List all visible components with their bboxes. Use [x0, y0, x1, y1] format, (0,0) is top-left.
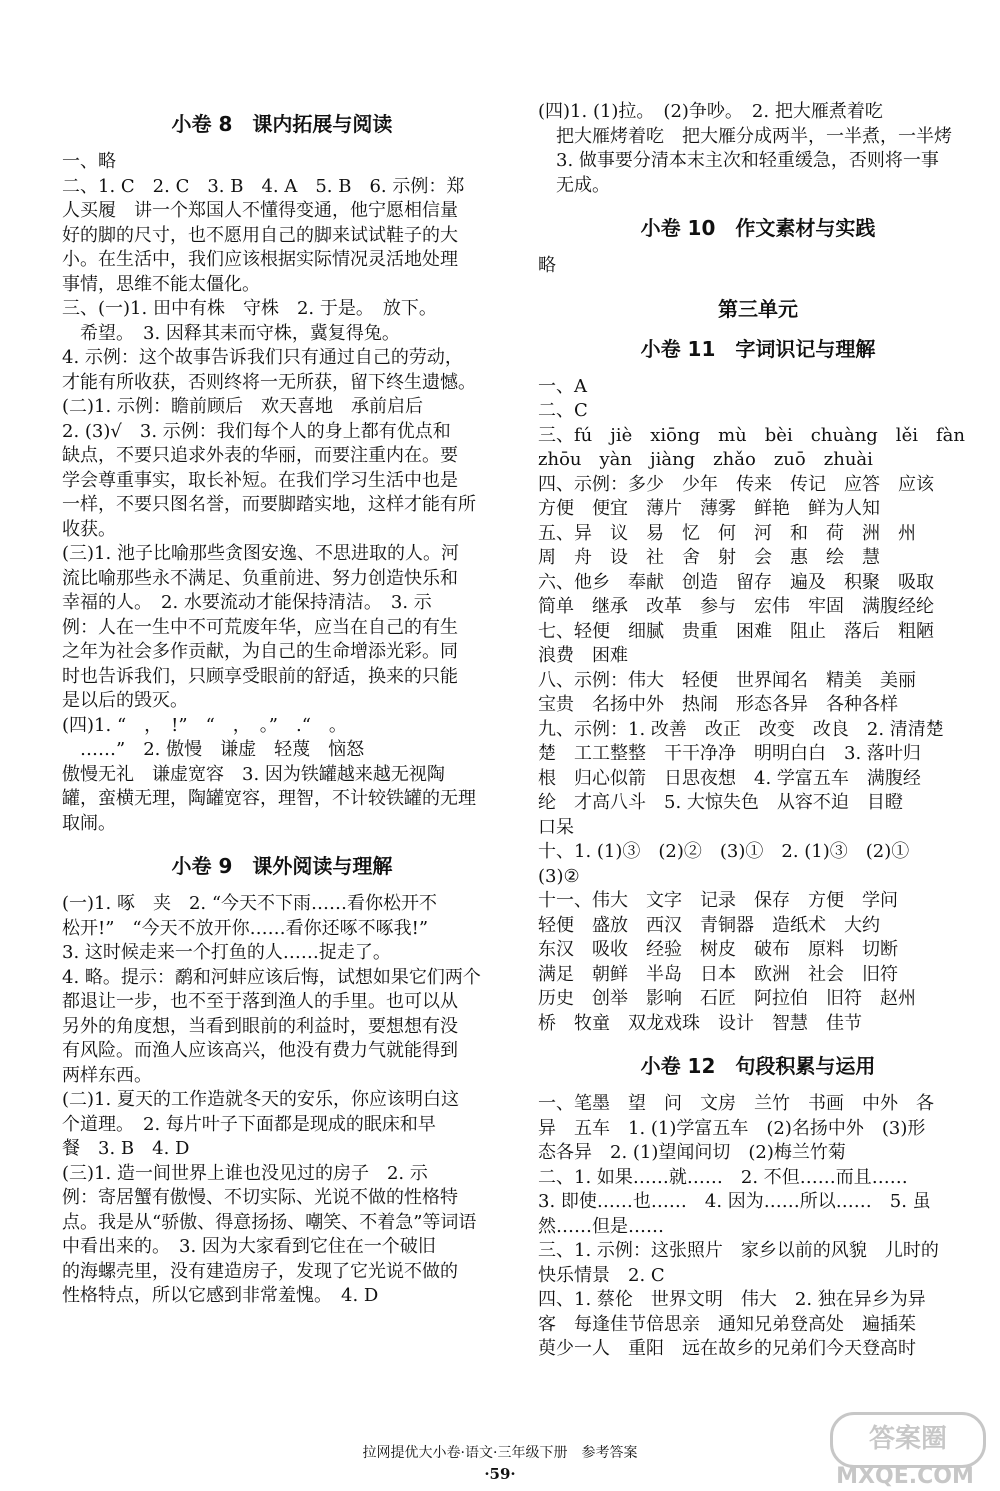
- text-line: 好的脚的尺寸，也不愿用自己的脚来试试鞋子的大: [62, 224, 458, 246]
- text-line: 3. 这时候走来一个打鱼的人……捉走了。: [62, 942, 391, 963]
- text-line: 才能有所收获，否则终将一无所获，留下终生遗憾。: [62, 371, 476, 393]
- text-line: 异 五车 1. (1)学富五车 (2)名扬中外 (3)形: [538, 1117, 926, 1139]
- section-title-11: 小卷 11 字词识记与理解: [640, 336, 876, 361]
- section-12-body: [538, 1092, 978, 1362]
- text-line: 松开!” “今天不放开你……看你还啄不啄我!”: [62, 917, 429, 939]
- text-line: 根 归心似箭 日思夜想 4. 学富五车 满腹经: [538, 767, 921, 789]
- text-line: 十一、伟大 文字 记录 保存 方便 学问: [538, 890, 898, 911]
- text-line: 方便 便宜 薄片 薄雾 鲜艳 鲜为人知: [538, 498, 880, 519]
- right-column: [538, 100, 978, 1362]
- text-line: 3. 即使……也…… 4. 因为……所以…… 5. 虽: [538, 1191, 931, 1212]
- text-line: 收获。: [62, 518, 116, 540]
- text-line: zhōu yàn jiàng zhǎo zuō zhuài: [538, 449, 873, 470]
- text-line: (3)②: [538, 865, 580, 887]
- text-line: 宝贵 名扬中外 热闹 形态各异 各种各样: [538, 694, 898, 715]
- text-line: ……” 2. 傲慢 谦虚 轻蔑 恼怒: [62, 739, 365, 760]
- text-line: 幸福的人。 2. 水要流动才能保持清洁。 3. 示: [62, 592, 432, 613]
- text-line: 缺点，不要只追求外表的华丽，而要注重内在。要: [62, 445, 458, 466]
- text-line: 个道理。 2. 每片叶子下面都是现成的眠床和早: [62, 1113, 436, 1135]
- text-line: 二、C: [538, 400, 588, 421]
- text-line: 3. 做事要分清本末主次和轻重缓急，否则将一事: [538, 150, 939, 171]
- page-footer: 拉网提优大小卷·语文·三年级下册 参考答案: [362, 1445, 638, 1461]
- text-line: 两样东西。: [62, 1064, 152, 1086]
- text-line: 中看出来的。 3. 因为大家看到它住在一个破旧: [62, 1236, 436, 1257]
- text-line: 把大雁烤着吃 把大雁分成两半，一半煮，一半烤: [538, 125, 952, 147]
- text-line: 小。在生活中，我们应该根据实际情况灵活地处理: [62, 249, 458, 270]
- text-line: 五、异 议 易 忆 何 河 和 荷 洲 州: [538, 522, 916, 544]
- text-line: 口呆: [538, 816, 574, 838]
- text-line: 之年为社会多作贡献，为自己的生命增添光彩。同: [62, 641, 458, 662]
- text-line: 浪费 困难: [538, 645, 628, 666]
- watermark: [820, 1410, 990, 1488]
- watermark-logo: 答案圈: [830, 1412, 986, 1468]
- section-9-body: [62, 892, 502, 1309]
- text-line: 希望。 3. 因释其耒而守株，冀复得兔。: [62, 322, 400, 344]
- section-title-8: 小卷 8 课内拓展与阅读: [171, 112, 393, 136]
- text-line: 八、示例：伟大 轻便 世界闻名 精美 美丽: [538, 669, 916, 691]
- text-line: 三、(一)1. 田中有株 守株 2. 于是。 放下。: [62, 298, 437, 319]
- text-line: 罐，蛮横无理，陶罐宽容，理智，不计较铁罐的无理: [62, 788, 476, 809]
- text-line: 七、轻便 细腻 贵重 困难 阻止 落后 粗陋: [538, 620, 934, 642]
- text-line: 简单 继承 改革 参与 宏伟 牢固 满腹经纶: [538, 596, 934, 617]
- text-line: 一、A: [538, 375, 587, 397]
- text-line: 另外的角度想，当看到眼前的利益时，要想想有没: [62, 1015, 458, 1037]
- section-title-10: 小卷 10 作文素材与实践: [640, 216, 876, 240]
- section-11-body: [538, 375, 978, 1037]
- text-line: 楚 工工整整 干干净净 明明白白 3. 落叶归: [538, 743, 921, 764]
- text-line: 性格特点，所以它感到非常羞愧。 4. D: [62, 1285, 379, 1306]
- text-line: (四)1. “ ， !” “ ， 。” .“ 。: [62, 714, 347, 736]
- text-line: 取闹。: [62, 812, 116, 834]
- section-title-9: 小卷 9 课外阅读与理解: [171, 854, 393, 878]
- text-line: 点。我是从“骄傲、得意扬扬、嘲笑、不着急”等词语: [62, 1211, 477, 1233]
- text-line: 客 每逢佳节倍思亲 通知兄弟登高处 遍插茱: [538, 1313, 916, 1335]
- text-line: 流比喻那些永不满足、负重前进、努力创造快乐和: [62, 567, 458, 589]
- text-line: 学会尊重事实，取长补短。在我们学习生活中也是: [62, 469, 458, 491]
- text-line: 4. 略。提示：鹬和河蚌应该后悔，试想如果它们两个: [62, 966, 481, 988]
- section-10-body: [538, 254, 978, 279]
- text-line: (二)1. 示例：瞻前顾后 欢天喜地 承前启后: [62, 396, 423, 417]
- left-column: [62, 100, 502, 1309]
- text-line: 傲慢无礼 谦虚宽容 3. 因为铁罐越来越无视陶: [62, 763, 445, 785]
- page-number: ·59·: [484, 1465, 516, 1483]
- text-line: 快乐情景 2. C: [538, 1264, 665, 1286]
- text-line: 九、示例：1. 改善 改正 改变 改良 2. 清清楚: [538, 718, 944, 740]
- text-line: 时也告诉我们，只顾享受眼前的舒适，换来的只能: [62, 665, 458, 687]
- text-line: 轻便 盛放 西汉 青铜器 造纸术 大约: [538, 914, 880, 936]
- text-line: 一、略: [62, 151, 116, 172]
- text-line: 满足 朝鲜 半岛 日本 欧洲 社会 旧符: [538, 963, 898, 985]
- text-line: 四、示例：多少 少年 传来 传记 应答 应该: [538, 473, 934, 495]
- text-line: (四)1. (1)拉。 (2)争吵。 2. 把大雁煮着吃: [538, 101, 883, 122]
- text-line: 4. 示例：这个故事告诉我们只有通过自己的劳动，: [62, 347, 463, 368]
- text-line: 桥 牧童 双龙戏珠 设计 智慧 佳节: [538, 1012, 862, 1034]
- text-line: (二)1. 夏天的工作造就冬天的安乐，你应该明白这: [62, 1089, 459, 1110]
- unit-title: 第三单元: [718, 296, 798, 321]
- text-line: 一样，不要只图名誉，而要脚踏实地，这样才能有所: [62, 494, 476, 515]
- text-line: 东汉 吸收 经验 树皮 破布 原料 切断: [538, 939, 898, 960]
- text-line: 二、1. C 2. C 3. B 4. A 5. B 6. 示例：郑: [62, 175, 465, 197]
- text-line: (三)1. 造一间世界上谁也没见过的房子 2. 示: [62, 1162, 428, 1184]
- text-line: 一、笔墨 望 问 文房 兰竹 书画 中外 各: [538, 1093, 934, 1114]
- text-line: 是以后的毁灭。: [62, 690, 188, 711]
- text-line: (三)1. 池子比喻那些贪图安逸、不思进取的人。河: [62, 543, 459, 564]
- text-line: 十、1. (1)③ (2)② (3)① 2. (1)③ (2)①: [538, 841, 910, 862]
- watermark-url: MXQE.COM: [836, 1464, 974, 1489]
- text-line: 三、1. 示例：这张照片 家乡以前的风貌 儿时的: [538, 1240, 939, 1261]
- text-line: 四、1. 蔡伦 世界文明 伟大 2. 独在异乡为异: [538, 1289, 926, 1310]
- text-line: 周 舟 设 社 舍 射 会 惠 绘 慧: [538, 547, 880, 568]
- text-line: 二、1. 如果……就…… 2. 不但……而且……: [538, 1166, 908, 1188]
- text-line: 例：人在一生中不可荒废年华，应当在自己的有生: [62, 616, 458, 638]
- text-line: 人买履 讲一个郑国人不懂得变通，他宁愿相信量: [62, 200, 458, 221]
- text-line: 事情，思维不能太僵化。: [62, 273, 260, 295]
- text-line: 历史 创举 影响 石匠 阿拉伯 旧符 赵州: [538, 988, 916, 1009]
- text-line: 然……但是……: [538, 1215, 664, 1237]
- text-line: 无成。: [538, 174, 610, 196]
- text-line: 三、fú jiè xiōng mù bèi chuàng lěi fàn: [538, 424, 965, 446]
- text-line: 餐 3. B 4. D: [62, 1138, 190, 1159]
- text-line: 略: [538, 255, 556, 276]
- section-title-12: 小卷 12 句段积累与运用: [640, 1054, 876, 1078]
- text-line: 2. (3)√ 3. 示例：我们每个人的身上都有优点和: [62, 420, 451, 442]
- text-line: 萸少一人 重阳 远在故乡的兄弟们今天登高时: [538, 1338, 916, 1359]
- section-9-continued: [538, 100, 978, 198]
- text-line: 例：寄居蟹有傲慢、不切实际、光说不做的性格特: [62, 1187, 458, 1208]
- text-line: 态各异 2. (1)望闻问切 (2)梅兰竹菊: [538, 1142, 846, 1163]
- text-line: (一)1. 啄 夹 2. “今天不下雨……看你松开不: [62, 893, 438, 914]
- text-line: 纶 才高八斗 5. 大惊失色 从容不迫 目瞪: [538, 792, 903, 813]
- section-8-body: [62, 150, 502, 836]
- text-line: 的海螺壳里，没有建造房子，发现了它光说不做的: [62, 1260, 458, 1282]
- text-line: 有风险。而渔人应该高兴，他没有费力气就能得到: [62, 1040, 458, 1061]
- text-line: 六、他乡 奉献 创造 留存 遍及 积聚 吸取: [538, 571, 934, 593]
- text-line: 都退让一步，也不至于落到渔人的手里。也可以从: [62, 991, 458, 1012]
